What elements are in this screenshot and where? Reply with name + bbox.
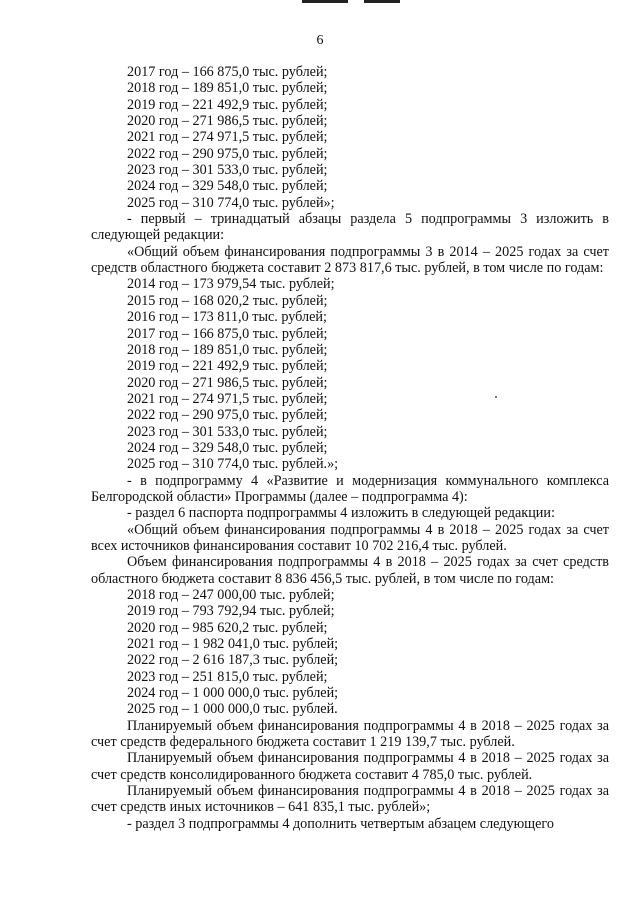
funding-year-line: 2019 год – 221 492,9 тыс. рублей;: [127, 96, 328, 113]
paragraph: - раздел 3 подпрограммы 4 дополнить четвертым абзацем следующего: [127, 815, 554, 832]
funding-year-line: 2024 год – 329 548,0 тыс. рублей;: [127, 439, 328, 456]
funding-year-line: 2023 год – 251 815,0 тыс. рублей;: [127, 668, 328, 685]
funding-year-line: 2014 год – 173 979,54 тыс. рублей;: [127, 276, 335, 293]
funding-year-line: 2017 год – 166 875,0 тыс. рублей;: [127, 325, 328, 342]
funding-year-line: 2016 год – 173 811,0 тыс. рублей;: [127, 309, 327, 326]
paragraph: Планируемый объем финансирования подпрограммы 4 в 2018 – 2025 годах за счет средств консолидированного бюджета составит 4 785,0 тыс. рублей.: [91, 750, 609, 783]
scan-speck: [495, 396, 497, 398]
funding-year-line: 2022 год – 290 975,0 тыс. рублей;: [127, 145, 328, 162]
funding-year-line: 2025 год – 1 000 000,0 тыс. рублей.: [127, 701, 338, 718]
funding-year-line: 2024 год – 329 548,0 тыс. рублей;: [127, 178, 328, 195]
page-number: 6: [316, 33, 324, 48]
paragraph: - в подпрограмму 4 «Развитие и модернизация коммунального комплекса Белгородской области» Программы (далее – подпрограмма 4):: [91, 472, 609, 505]
funding-year-line: 2018 год – 247 000,00 тыс. рублей;: [127, 587, 335, 603]
funding-year-line: 2015 год – 168 020,2 тыс. рублей;: [127, 292, 328, 309]
paragraph: Планируемый объем финансирования подпрограммы 4 в 2018 – 2025 годах за счет средств иных источников – 641 835,1 тыс. рублей»;: [91, 783, 609, 816]
funding-year-line: 2023 год – 301 533,0 тыс. рублей;: [127, 162, 328, 179]
paragraph: - первый – тринадцатый абзацы раздела 5 подпрограммы 3 изложить в следующей редакции:: [91, 211, 609, 244]
funding-year-line: 2020 год – 985 620,2 тыс. рублей;: [127, 619, 328, 636]
funding-year-line: 2025 год – 310 774,0 тыс. рублей»;: [127, 194, 335, 211]
paragraph: - раздел 6 паспорта подпрограммы 4 изложить в следующей редакции:: [127, 505, 555, 522]
funding-year-line: 2023 год – 301 533,0 тыс. рублей;: [127, 423, 328, 440]
funding-year-line: 2019 год – 793 792,94 тыс. рублей;: [127, 603, 335, 620]
funding-year-line: 2019 год – 221 492,9 тыс. рублей;: [127, 358, 328, 375]
funding-year-line: 2024 год – 1 000 000,0 тыс. рублей;: [127, 685, 339, 702]
scan-edge-marks: [302, 0, 406, 4]
document-body: [91, 64, 609, 832]
paragraph: Объем финансирования подпрограммы 4 в 2018 – 2025 годах за счет средств областного бюджета составит 8 836 456,5 тыс. рублей, в том числе по годам:: [91, 554, 609, 587]
paragraph: «Общий объем финансирования подпрограммы 4 в 2018 – 2025 годах за счет всех источников финансирования составит 10 702 216,4 тыс. рублей.: [91, 521, 609, 554]
funding-year-line: 2018 год – 189 851,0 тыс. рублей;: [127, 80, 328, 97]
paragraph: Планируемый объем финансирования подпрограммы 4 в 2018 – 2025 годах за счет средств федерального бюджета составит 1 219 139,7 тыс. рублей.: [91, 717, 609, 751]
funding-year-line: 2017 год – 166 875,0 тыс. рублей;: [127, 64, 328, 80]
funding-year-line: 2025 год – 310 774,0 тыс. рублей.»;: [127, 456, 339, 473]
paragraph: «Общий объем финансирования подпрограммы 3 в 2014 – 2025 годах за счет средств областного бюджета составит 2 873 817,6 тыс. рублей, в том числе по годам:: [91, 243, 609, 277]
funding-year-line: 2021 год – 1 982 041,0 тыс. рублей;: [127, 636, 339, 653]
funding-year-line: 2020 год – 271 986,5 тыс. рублей;: [127, 113, 328, 130]
funding-year-line: 2022 год – 290 975,0 тыс. рублей;: [127, 407, 328, 424]
funding-year-line: 2018 год – 189 851,0 тыс. рублей;: [127, 341, 328, 358]
funding-year-line: 2021 год – 274 971,5 тыс. рублей;: [127, 390, 328, 407]
funding-year-line: 2020 год – 271 986,5 тыс. рублей;: [127, 374, 328, 391]
funding-year-line: 2022 год – 2 616 187,3 тыс. рублей;: [127, 652, 339, 669]
funding-year-line: 2021 год – 274 971,5 тыс. рублей;: [127, 129, 328, 146]
